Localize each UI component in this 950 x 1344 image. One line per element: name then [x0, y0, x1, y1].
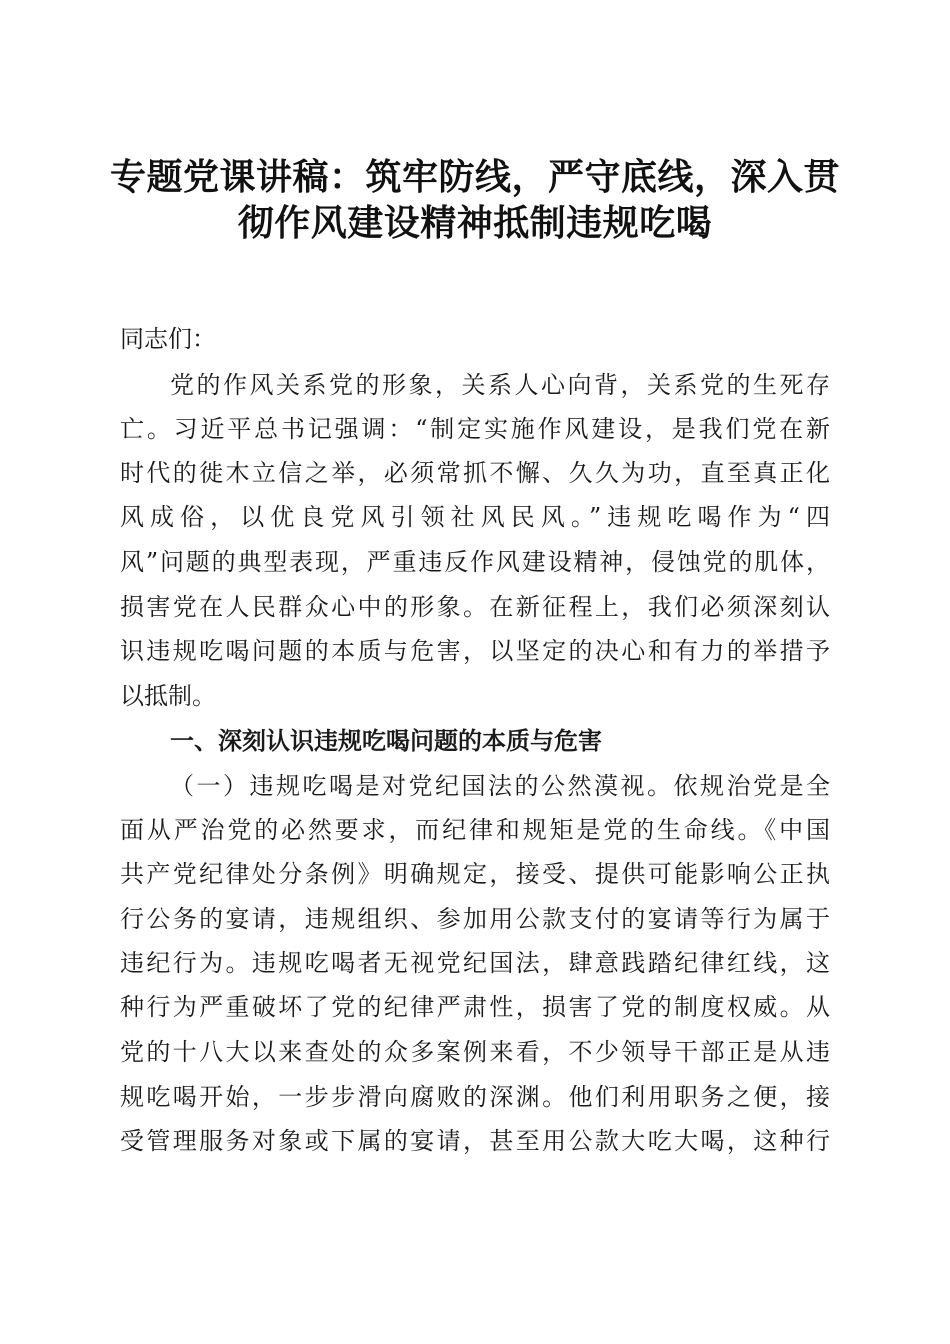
document-title-line-2: 彻作风建设精神抵制违规吃喝 [237, 202, 713, 244]
paragraph-1-line: 以抵制。 [120, 682, 216, 710]
paragraph-1-line: 风”问题的典型表现，严重违反作风建设精神，侵蚀党的肌体， [120, 548, 830, 576]
paragraph-2-line: 受管理服务对象或下属的宴请，甚至用公款大吃大喝，这种行 [120, 1127, 830, 1155]
section-1-heading: 一、深刻认识违规吃喝问题的本质与危害 [170, 727, 602, 755]
paragraph-2-line: 面从严治党的必然要求，而纪律和规矩是党的生命线。《中国 [120, 816, 830, 844]
paragraph-1-line: 党的作风关系党的形象，关系人心向背，关系党的生死存 [170, 371, 830, 399]
paragraph-1-line: 风成俗，以优良党风引领社风民风。”违规吃喝作为“四 [120, 503, 830, 531]
paragraph-2-line: 违纪行为。违规吃喝者无视党纪国法，肆意践踏纪律红线，这 [120, 949, 830, 977]
paragraph-2-line: 共产党纪律处分条例》明确规定，接受、提供可能影响公正执 [120, 860, 830, 888]
paragraph-2-line: 规吃喝开始，一步步滑向腐败的深渊。他们利用职务之便，接 [120, 1083, 830, 1111]
paragraph-1-line: 时代的徙木立信之举，必须常抓不懈、久久为功，直至真正化 [120, 459, 830, 487]
paragraph-2-line: 行公务的宴请，违规组织、参加用公款支付的宴请等行为属于 [120, 905, 830, 933]
document-title-line-1: 专题党课讲稿：筑牢防线，严守底线，深入贯 [109, 156, 840, 198]
paragraph-2-line: （一）违规吃喝是对党纪国法的公然漠视。依规治党是全 [170, 772, 830, 800]
paragraph-1-line: 亡。习近平总书记强调：“制定实施作风建设，是我们党在新 [120, 415, 830, 443]
paragraph-1-line: 识违规吃喝问题的本质与危害，以坚定的决心和有力的举措予 [120, 637, 830, 665]
paragraph-1-line: 损害党在人民群众心中的形象。在新征程上，我们必须深刻认 [120, 593, 830, 621]
greeting: 同志们： [120, 325, 216, 353]
paragraph-2-line: 种行为严重破坏了党的纪律严肃性，损害了党的制度权威。从 [120, 993, 830, 1021]
paragraph-2-line: 党的十八大以来查处的众多案例来看，不少领导干部正是从违 [120, 1038, 830, 1066]
